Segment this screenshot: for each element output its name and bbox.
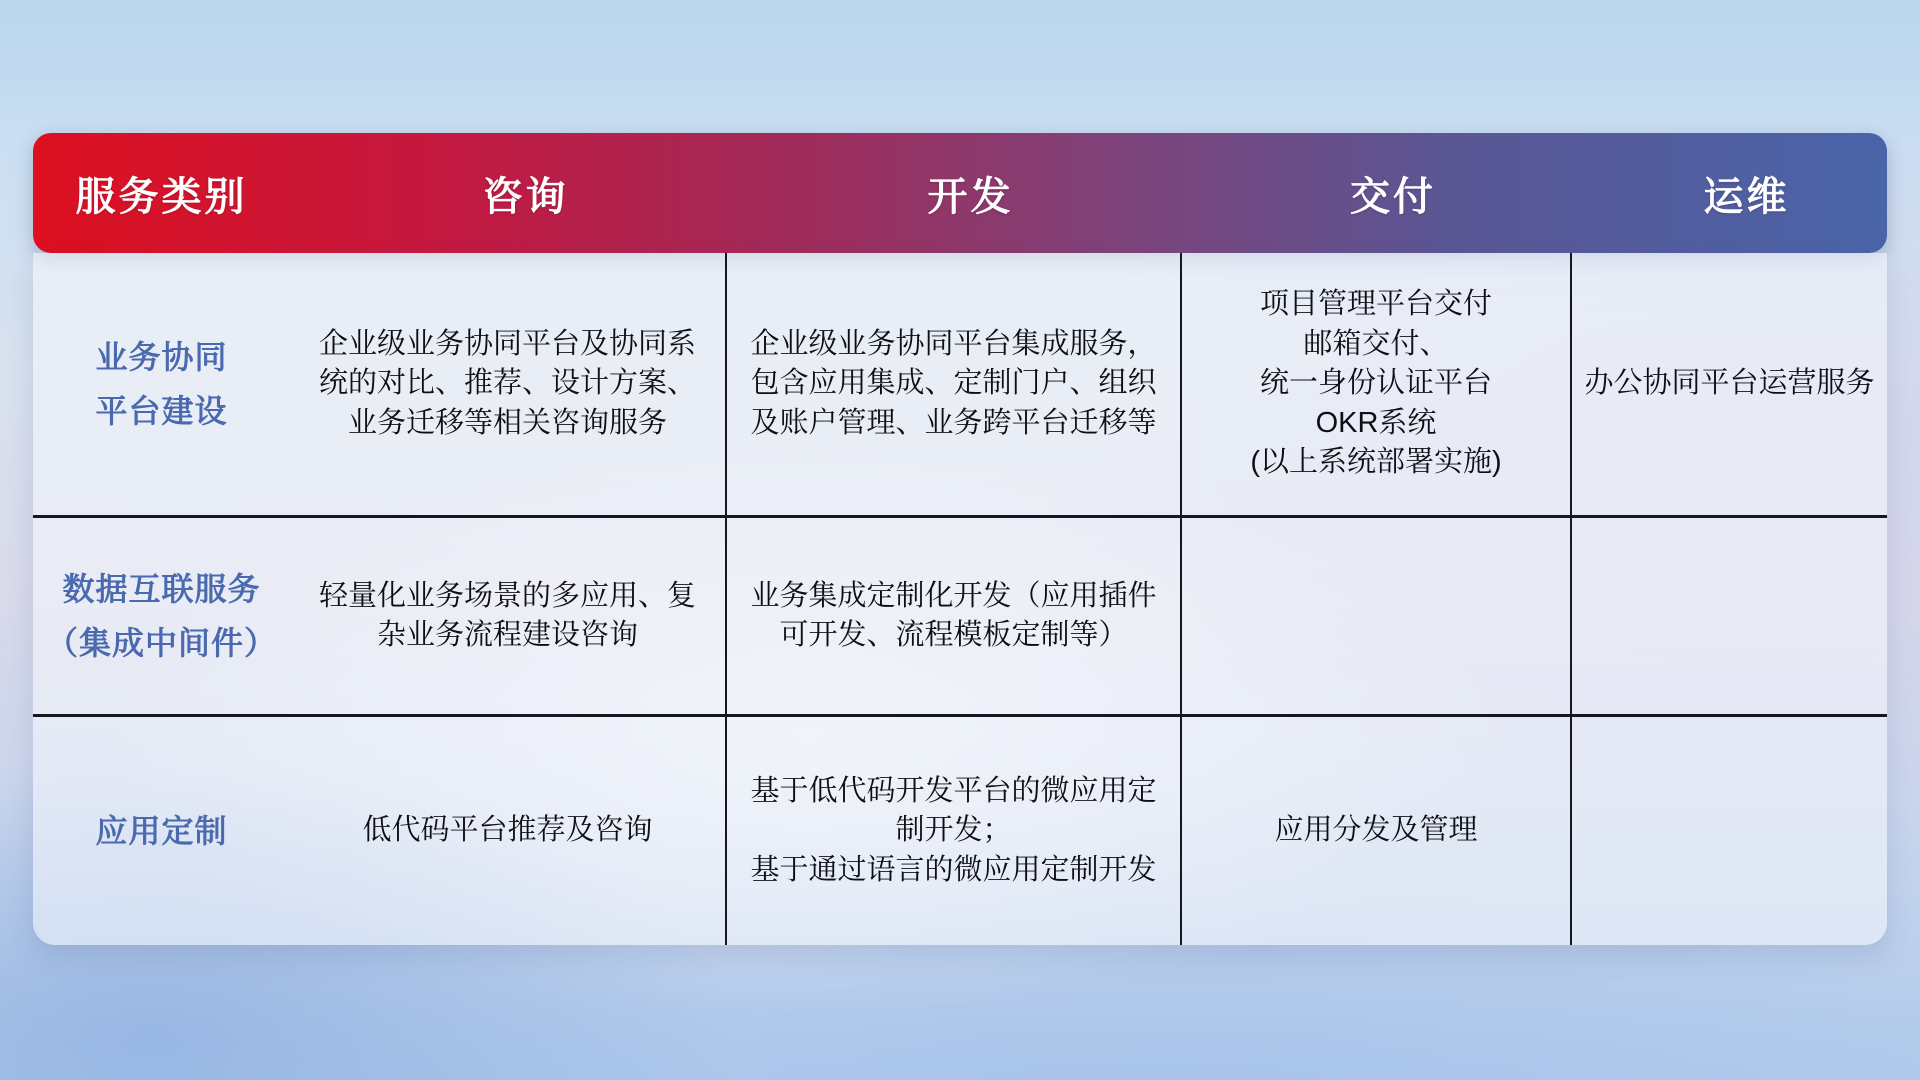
cell-operations — [1570, 518, 1887, 714]
cell-operations — [1570, 717, 1887, 945]
table-row-app-customization — [33, 714, 1887, 945]
column-header-delivery: 交付 — [1350, 174, 1436, 219]
column-header-operations: 运维 — [1703, 174, 1790, 219]
table-header — [33, 133, 1887, 253]
row-category-label: 数据互联服务 （集成中间件） — [45, 570, 277, 661]
table-row-collaboration-platform — [33, 253, 1887, 515]
cell-development: 业务集成定制化开发（应用插件可开发、流程模板定制等） — [725, 518, 1180, 714]
column-header-consulting: 咨询 — [482, 174, 569, 219]
cell-operations: 办公协同平台运营服务 — [1570, 253, 1887, 515]
column-header-development: 开发 — [927, 174, 1014, 219]
cell-consulting: 轻量化业务场景的多应用、复杂业务流程建设咨询 — [318, 579, 696, 651]
row-category-label: 应用定制 — [95, 812, 228, 849]
column-header-service-category: 服务类别 — [75, 174, 248, 219]
cell-delivery — [1180, 518, 1570, 714]
cell-delivery: 项目管理平台交付 邮箱交付、 统一身份认证平台 OKR系统 (以上系统部署实施) — [1180, 253, 1570, 515]
cell-consulting: 低代码平台推荐及咨询 — [362, 814, 653, 847]
cell-consulting: 企业级业务协同平台及协同系统的对比、推荐、设计方案、业务迁移等相关咨询服务 — [318, 327, 696, 439]
cell-delivery: 应用分发及管理 — [1180, 717, 1570, 945]
cell-development: 基于低代码开发平台的微应用定制开发； 基于通过语言的微应用定制开发 — [725, 717, 1180, 945]
service-table — [33, 133, 1887, 945]
cell-development: 企业级业务协同平台集成服务，包含应用集成、定制门户、组织及账户管理、业务跨平台迁移等 — [725, 253, 1180, 515]
row-category-label: 业务协同 平台建设 — [95, 338, 228, 429]
table-row-data-interconnection — [33, 515, 1887, 714]
table-body — [33, 253, 1887, 945]
